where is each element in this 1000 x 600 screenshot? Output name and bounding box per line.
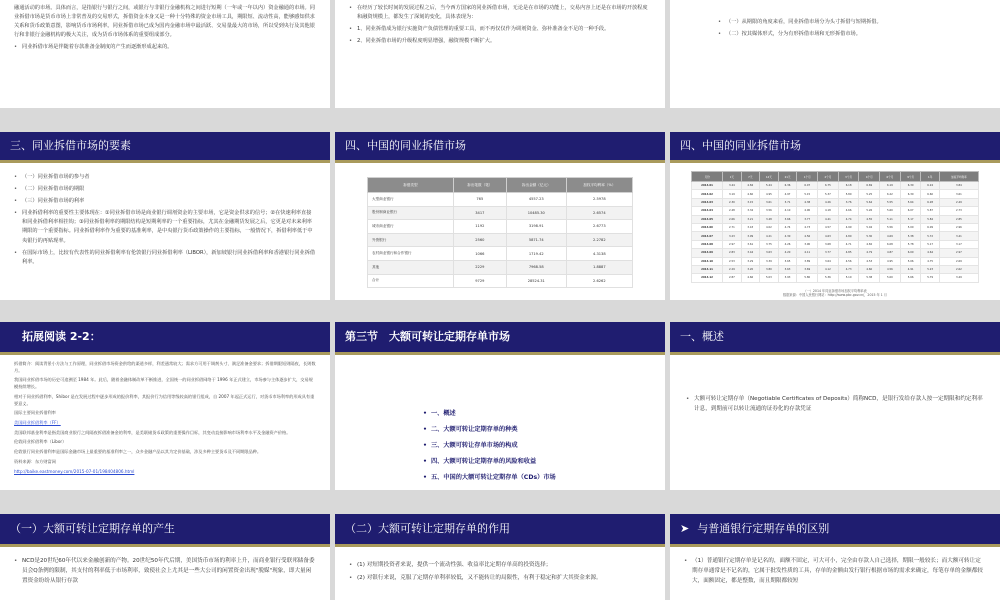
table-cell: 1.8887 — [566, 260, 632, 274]
table-cell: 3.61 — [760, 198, 779, 206]
table-cell: 5.17 — [900, 215, 921, 223]
table-cell: 5.15 — [797, 190, 818, 198]
table-cell: 4.53 — [859, 257, 880, 265]
table-cell: 1066 — [453, 247, 506, 261]
table-cell: 4.91 — [900, 265, 921, 273]
table-cell: 3.77 — [797, 215, 818, 223]
table-row — [692, 182, 979, 190]
table-cell: 4.60 — [859, 265, 880, 273]
table-cell: 3.19 — [723, 190, 741, 198]
table-cell: 2229 — [453, 260, 506, 274]
table-cell: 765 — [453, 193, 506, 207]
table-header: 加权平均利率（%） — [566, 178, 632, 193]
table-cell: 4.79 — [859, 249, 880, 257]
table-cell: 6.30 — [900, 190, 921, 198]
table-cell: 4.69 — [880, 232, 901, 240]
table-row — [368, 247, 633, 261]
table-cell: 4.82 — [859, 240, 880, 248]
table-cell: 4.64 — [921, 249, 939, 257]
slide-extended-reading[interactable] — [0, 322, 330, 490]
reading-source-link[interactable]: http://baike.eastmoney.com/2015-07-01/198404806.html — [14, 468, 135, 474]
table-cell: 3.20 — [741, 265, 759, 273]
table-cell: 3.48 — [760, 215, 779, 223]
table-header: 3个月 — [838, 172, 859, 182]
toc-item[interactable]: • 五、中国的大额可转让定期存单（CDs）市场 — [423, 471, 665, 484]
table-cell: 3.99 — [741, 232, 759, 240]
table-cell: 4.10 — [778, 207, 797, 215]
table-cell: 2.5978 — [566, 193, 632, 207]
table-cell: 5.87 — [921, 207, 939, 215]
table-cell: 3.29 — [741, 257, 759, 265]
table-cell: 4.74 — [838, 215, 859, 223]
table-cell: 2.96 — [939, 223, 978, 231]
slide-interbank-evolution[interactable] — [335, 0, 665, 108]
table-cell: 2560 — [453, 233, 506, 247]
table-cell: 5.44 — [760, 182, 779, 190]
table-cell: 4.84 — [741, 182, 759, 190]
table-cell: 5.60 — [880, 207, 901, 215]
table-cell: 4.26 — [818, 198, 839, 206]
table-cell: 10485.30 — [506, 206, 566, 220]
table-cell: 4.3138 — [566, 247, 632, 261]
international-rates: • 在国际市场上，比较有代表性的同业拆借利率有伦敦银行同业拆借利率（LIBOR），新加坡银行同业拆借利率和香港银行同业拆借利率。 — [14, 249, 316, 267]
slide-title: （二）大额可转让定期存单的作用 — [335, 514, 665, 547]
table-cell: 3.65 — [778, 257, 797, 265]
table-cell: 3417 — [453, 206, 506, 220]
table-cell: 3198.91 — [506, 220, 566, 234]
table-cell: 5.38 — [859, 274, 880, 282]
table-cell: 3.61 — [939, 190, 978, 198]
table-cell: 5.84 — [921, 215, 939, 223]
table-cell: 4.73 — [797, 223, 818, 231]
slide-title: （一）大额可转让定期存单的产生 — [0, 514, 330, 547]
table-cell: 4.11 — [797, 249, 818, 257]
table-cell: 5.06 — [900, 257, 921, 265]
table-cell: 3.64 — [818, 257, 839, 265]
table-cell: 2014.02 — [692, 190, 723, 198]
table-cell: 4.41 — [818, 215, 839, 223]
table-cell: 3.77 — [818, 249, 839, 257]
slide-china-interbank-rates[interactable] — [670, 132, 1000, 300]
table-cell: 2014.01 — [692, 182, 723, 190]
table-cell: 1719.42 — [506, 247, 566, 261]
table-cell: 城市商业银行 — [368, 220, 454, 234]
table-cell: 5.03 — [760, 274, 779, 282]
rate-importance: • 同业拆借利率的重要性主要体现在：①同业拆借市场是商业银行调剂资金的主要市场，它是资金供求的信号；②在快速利率直接和同业拆借利率相挂钩；③同业拆借利率的期限结构是短期利率的一个重要指标，尤其在金融期货发展之后，它更是对未来利率期限的一个重要指标。同业拆借利率作为重要的基准利率，是中央银行货币政策操作的主要指标，一般情况下，拆借利率低于中央银行的再贴现率。 — [14, 209, 316, 245]
table-cell: 2.85 — [939, 215, 978, 223]
table-cell: 合计 — [368, 274, 454, 288]
slide-title: 三、同业拆借市场的要素 — [0, 132, 330, 163]
table-cell: 4.60 — [741, 190, 759, 198]
element-item: • （二）同业拆借市场的期限 — [14, 185, 316, 194]
reading-line: 伦敦同业拆借利率（Libor） — [14, 439, 67, 445]
table-cell: 5.04 — [859, 223, 880, 231]
table-header: 月份 — [692, 172, 723, 182]
table-header: 拆借类型 — [368, 178, 454, 193]
table-cell: 6.36 — [778, 182, 797, 190]
table-cell: 5.80 — [797, 274, 818, 282]
table-cell: 2.71 — [723, 223, 741, 231]
table-cell: 2014.04 — [692, 207, 723, 215]
table-cell: 2014.07 — [692, 232, 723, 240]
toc-item[interactable]: • 三、大额可转让存单市场的构成 — [423, 439, 665, 452]
reading-line: 我国同业拆借市场的历史可追溯至 1984 年。此后，随着金融体制改革不断推进，全国统一的同业拆借网络于 1996 年正式建立，市场参与主体逐步扩大，交易规模持续增长。 — [14, 377, 313, 390]
ncd-definition: • 大额可转让定期存单（Negotiable Certificates of Deposits）简称NCD，是银行发给存款人按一定期限和约定利率计息，到期前可以转让流通的证券化的存款凭证 — [686, 395, 986, 415]
table-cell: 3.76 — [838, 198, 859, 206]
table-cell: 5.66 — [900, 274, 921, 282]
table-cell: 5.38 — [900, 232, 921, 240]
table-cell: 3.71 — [778, 198, 797, 206]
table-cell: 5.00 — [900, 223, 921, 231]
table-cell: 5.17 — [921, 240, 939, 248]
table-header: 7天 — [741, 172, 759, 182]
table-cell: 6.07 — [797, 182, 818, 190]
table-cell: 4.02 — [760, 223, 779, 231]
table-cell: 4.12 — [818, 265, 839, 273]
table-cell: 3.44 — [723, 182, 741, 190]
table-header: 1天 — [723, 172, 741, 182]
table-cell: 6.30 — [900, 182, 921, 190]
table-cell: 2.53 — [723, 257, 741, 265]
table-cell: 5.80 — [838, 190, 859, 198]
table-cell: 1192 — [453, 220, 506, 234]
table-cell: 6.60 — [921, 190, 939, 198]
table-cell: 3.15 — [741, 198, 759, 206]
table-cell: 2.2782 — [566, 233, 632, 247]
table-header: 加权平均利率 — [939, 172, 978, 182]
table-cell: 4.56 — [797, 232, 818, 240]
table-header: 14天 — [760, 172, 779, 182]
table-row — [368, 206, 633, 220]
table-cell: 5.30 — [859, 232, 880, 240]
table-cell: 5.26 — [859, 207, 880, 215]
table-cell: 3.49 — [939, 274, 978, 282]
table-cell: 3.75 — [760, 240, 779, 248]
table-cell: 6.00 — [900, 249, 921, 257]
table-cell: 4.57 — [818, 223, 839, 231]
table-cell: 6.18 — [838, 182, 859, 190]
slide-title: 一、概述 — [670, 322, 1000, 355]
table-cell: 4.66 — [838, 207, 859, 215]
reading-line: 国际主要同业拆借利率 — [14, 410, 56, 416]
table-cell: 4.99 — [838, 223, 859, 231]
table-cell: 4.74 — [778, 223, 797, 231]
table-header: 拆出笔数（笔） — [453, 178, 506, 193]
slide-title: 第三节 大额可转让定期存单市场 — [335, 322, 665, 355]
table-cell: 2014.03 — [692, 198, 723, 206]
table-header: 21天 — [778, 172, 797, 182]
table-cell: 6.08 — [880, 240, 901, 248]
slide-interbank-classification[interactable] — [670, 0, 1000, 108]
table-cell: 3.63 — [778, 265, 797, 273]
element-item: • （三）同业拆借市场的利率 — [14, 197, 316, 206]
table-cell: 4.85 — [838, 249, 859, 257]
table-cell: 6.22 — [880, 190, 901, 198]
table-cell: 28524.31 — [506, 274, 566, 288]
table-cell: 2.87 — [723, 274, 741, 282]
table-cell: 5871.74 — [506, 233, 566, 247]
table-cell: 5.11 — [880, 215, 901, 223]
reading-line: 伦敦银行同业拆借利率是国际金融市场上最重要的基准利率之一，众多金融产品以其为定价基础，涉及多种主要货币及不同期限品种。 — [14, 449, 262, 455]
table-cell: 2.73 — [939, 207, 978, 215]
reading-line: 相对于同业拆借利率，Shibor 是在发展过程中逐步形成的报价利率，其报价行为信用等级较高的银行组成，自 2007 年起正式运行，对货币市场利率的形成具有重要意义。 — [14, 393, 315, 406]
table-cell: 2.6574 — [566, 206, 632, 220]
table-cell: 2.97 — [939, 249, 978, 257]
table-cell: 2014.08 — [692, 240, 723, 248]
slide-title-text: 与普通银行定期存单的区别 — [697, 522, 830, 535]
table-cell: 3.68 — [818, 240, 839, 248]
table-cell: 股份制商业银行 — [368, 206, 454, 220]
bullet-term: • （一）从期限的角度来看，同业拆借市场分为头寸拆借与短期拆借。 — [718, 18, 986, 27]
table-cell: 7968.58 — [506, 260, 566, 274]
table-cell: 3.80 — [760, 265, 779, 273]
table-cell: 3.89 — [797, 257, 818, 265]
slide-title: 四、中国的同业拆借市场 — [335, 132, 665, 163]
table-cell: 3.90 — [797, 240, 818, 248]
table-cell: 4.80 — [838, 232, 859, 240]
table-cell: 4.20 — [778, 249, 797, 257]
table-cell: 农村商业银行和合作银行 — [368, 247, 454, 261]
slide-cd-origin[interactable] — [0, 514, 330, 600]
table-cell: 3.66 — [778, 215, 797, 223]
table-cell: 3.63 — [760, 249, 779, 257]
table-cell: 6.19 — [880, 182, 901, 190]
table-cell: 2.97 — [723, 240, 741, 248]
table-cell: 4.30 — [778, 232, 797, 240]
table-cell: 5.10 — [838, 274, 859, 282]
table-cell: 4.38 — [797, 198, 818, 206]
table-row — [692, 223, 979, 231]
table-cell: 4.26 — [778, 240, 797, 248]
table-cell: 2.6773 — [566, 220, 632, 234]
table-cell: 4.71 — [838, 240, 859, 248]
toc-item[interactable]: • 一、概述 — [423, 407, 665, 420]
table-row — [692, 257, 979, 265]
definition-paragraph: 融通活动的市场。具体而言，是指银行与银行之间，或银行与非银行金融机构之间进行短期（一年或一年以内）资金融通的市场。同业拆借市场是货币市场上非常普及的交易形式，拆借资金本身又是一种十分特殊的资金市场工具，期限短、流动性高，能够感知供求关系和货币政策意图，影响货币市场利率。同业拆借市场已成为国内金融市场中最活跃、交易量最大的市场，所以受到央行及其他银行和非银行金融机构的极大关注，成为货币市场体系的重要组成部分。 — [14, 5, 315, 39]
table-header: 1年 — [921, 172, 939, 182]
table-cell: 5.23 — [921, 265, 939, 273]
table-cell: 5.00 — [880, 274, 901, 282]
table-cell: 2.62 — [939, 265, 978, 273]
table-cell: 其他 — [368, 260, 454, 274]
table-header: 拆出金额（亿元） — [506, 178, 566, 193]
reading-source: 资料来源：东方财富网 — [14, 458, 56, 464]
table-row — [368, 260, 633, 274]
bullet-medium: • （二）按其媒体形式，分为有形拆借市场和无形拆借市场。 — [718, 30, 986, 39]
table-cell: 3.56 — [760, 207, 779, 215]
table-cell: 4.56 — [838, 257, 859, 265]
table-cell: 2014.12 — [692, 274, 723, 282]
table-header: 2个月 — [818, 172, 839, 182]
table-header: 9个月 — [900, 172, 921, 182]
table-row — [368, 233, 633, 247]
table-cell: 6.69 — [859, 182, 880, 190]
table-cell: 3.44 — [741, 249, 759, 257]
table-cell: 6.24 — [921, 182, 939, 190]
monthly-rate-table — [691, 171, 979, 283]
table-cell: 5.25 — [859, 190, 880, 198]
table-cell: 2014.06 — [692, 223, 723, 231]
table-cell: 2.29 — [723, 265, 741, 273]
table-cell: 4.18 — [818, 207, 839, 215]
table-cell: 4.97 — [778, 190, 797, 198]
table-cell: 4.63 — [818, 232, 839, 240]
table-header: 4个月 — [859, 172, 880, 182]
table-cell: 3.84 — [939, 182, 978, 190]
table-cell: 5.64 — [900, 198, 921, 206]
slide-interbank-elements[interactable] — [0, 132, 330, 300]
table-cell: 2.48 — [723, 207, 741, 215]
table-cell: 3.34 — [741, 207, 759, 215]
slide-china-interbank-table[interactable] — [335, 132, 665, 300]
slide-interbank-definition[interactable] — [0, 0, 330, 108]
table-cell: 5.37 — [818, 190, 839, 198]
table-cell: 4.66 — [741, 274, 759, 282]
bullet-evolution-1: • 1、同业拆借成为银行实施资产负债管理的重要工具，而不再仅仅作为调剂资金、弥补准备金不足的一种手段。 — [349, 25, 651, 34]
toc-item[interactable]: • 二、大额可转让定期存单的种类 — [423, 423, 665, 436]
table-cell: 4557.23 — [506, 193, 566, 207]
table-row — [692, 215, 979, 223]
table-cell: 2.6262 — [566, 274, 632, 288]
function-bullet: • (2) 对银行来说，克服了定期存单利率较低，又不能转让的局限性，有利于稳定和扩大其资金来源。 — [349, 574, 651, 584]
table-cell: 4.75 — [921, 257, 939, 265]
table-cell: 6.07 — [900, 207, 921, 215]
bullet-reserve: • 同业拆借市场是伴随着存款准备金制度的产生而逐渐形成起来的。 — [14, 43, 316, 52]
table-row — [692, 190, 979, 198]
table-row — [368, 274, 633, 288]
table-cell: 6.28 — [921, 198, 939, 206]
difference-bullet: • （1）普通银行定期存单是记名的，面额不固定，可大可小，完全由存款人自己选择，期限一般较长；而大额可转让定期存单通常是不记名的，它属于批发性质的工具，存单的金额由发行银行根据市场的需求来确定，每笔存单的金额都较大，面额固定，都是整数，而且期限都较短 — [684, 557, 986, 586]
element-item: • （一）同业拆借市场的参与者 — [14, 173, 316, 182]
reading-line: 美国联邦基金利率是指美国商业银行之间隔夜拆借准备金的利率，是美联储货币政策的重要操作目标，其变动直接影响市场利率水平及金融资产价格。 — [14, 429, 291, 435]
table-cell: 4.87 — [880, 249, 901, 257]
table-cell: 2.69 — [939, 257, 978, 265]
table-cell: 5.55 — [880, 198, 901, 206]
table-cell: 4.55 — [859, 215, 880, 223]
table-cell: 2.66 — [723, 215, 741, 223]
table-cell: 6.75 — [818, 182, 839, 190]
slide-title: 四、中国的同业拆借市场 — [670, 132, 1000, 163]
table-cell: 2014.09 — [692, 249, 723, 257]
table-cell: 5.72 — [921, 232, 939, 240]
table-cell: 4.95 — [760, 190, 779, 198]
table-cell: 2.83 — [723, 249, 741, 257]
table-cell: 4.95 — [880, 257, 901, 265]
table-cell: 5.79 — [921, 274, 939, 282]
table-cell: 2.30 — [723, 198, 741, 206]
table-cell: 2014.10 — [692, 257, 723, 265]
table-cell: 5.36 — [818, 274, 839, 282]
bullet-evolution: • 在经历了较长时间的发展过程之后，当今西方国家的同业拆借市场，无论是在市场的功能上，交易内容上还是在市场的开放程度和融资规模上，都发生了深刻的变化，具体表现为： — [349, 4, 651, 22]
bullet-evolution-2: • 2、同业拆借市场的升级程度明显增强，融资规模不断扩大。 — [349, 37, 651, 46]
slide-cd-section-toc[interactable] — [335, 322, 665, 490]
table-cell: 3.39 — [760, 257, 779, 265]
slide-title: 拓展阅读 2-2： — [0, 322, 330, 355]
table-cell: 5.78 — [900, 240, 921, 248]
function-bullet: • (1) 对短期投资者来说，提供一个流动性强、收益率比定期存单高的投资选择； — [349, 561, 651, 571]
table-cell: 4.73 — [838, 265, 859, 273]
table-cell: 5.56 — [880, 223, 901, 231]
table-cell: 3.17 — [939, 240, 978, 248]
reading-link-ff[interactable]: 美国同业拆借利率（FF） — [14, 420, 61, 426]
table-cell: 外资银行 — [368, 233, 454, 247]
slide-cd-overview[interactable] — [670, 322, 1000, 490]
table-cell: 3.41 — [939, 232, 978, 240]
table-caption — [670, 289, 1000, 299]
table-cell: 3.21 — [741, 215, 759, 223]
table-row — [692, 198, 979, 206]
table-cell: 6.09 — [921, 223, 939, 231]
reading-line: 拆借简介：阅读背景小方法与工作原理，同业拆借市场资金供给的渠道多样，利差通常较大；需求方可用于调剂头寸、满足准备金要求；拆借期限短则隔夜，长则数月。 — [14, 361, 316, 373]
toc-item[interactable]: • 四、大额可转让定期存单的风险和收益 — [423, 455, 665, 468]
table-row — [692, 274, 979, 282]
table-cell: 4.56 — [880, 265, 901, 273]
table-cell: 3.43 — [741, 223, 759, 231]
origin-bullet: • NCD是20世纪60年代以来金融创新的产物。20世纪50年代后期，美国货币市场的利率上升，而商业银行受联邦储备委员会Q条例的限制，其支付的利率低于市场利率，致使社会上尤其是一些大公司的闲置资金出现"脱媒"现象，即大量闲置资金纷纷从银行存款 — [14, 557, 316, 586]
slide-title — [670, 514, 1000, 547]
table-cell: 9729 — [453, 274, 506, 288]
table-cell: 4.90 — [797, 207, 818, 215]
arrow-icon: ➤ — [680, 522, 690, 535]
table-cell: 3.23 — [723, 232, 741, 240]
table-header: 1个月 — [797, 172, 818, 182]
table-row — [692, 240, 979, 248]
caption-title: （一）2014 年同业拆借市场加权平均利率表 — [803, 288, 867, 293]
slide-cd-functions[interactable] — [335, 514, 665, 600]
table-row — [692, 249, 979, 257]
table-row — [368, 220, 633, 234]
lending-type-table — [367, 177, 633, 288]
table-cell: 大型商业银行 — [368, 193, 454, 207]
table-cell: 3.93 — [778, 274, 797, 282]
table-cell: 3.69 — [797, 265, 818, 273]
table-cell: 2014.11 — [692, 265, 723, 273]
table-row — [692, 207, 979, 215]
table-row — [368, 193, 633, 207]
table-row — [692, 265, 979, 273]
table-cell: 5.64 — [859, 198, 880, 206]
table-cell: 2014.05 — [692, 215, 723, 223]
table-row — [692, 232, 979, 240]
table-header: 6个月 — [880, 172, 901, 182]
table-cell: 3.61 — [741, 240, 759, 248]
caption-source: 数据来源：中国人民银行网站：http://www.pbc.gov.cn/，2015 年 1 月 — [783, 293, 887, 298]
table-cell: 2.49 — [939, 198, 978, 206]
slide-cd-differences[interactable] — [670, 514, 1000, 600]
table-cell: 4.21 — [760, 232, 779, 240]
